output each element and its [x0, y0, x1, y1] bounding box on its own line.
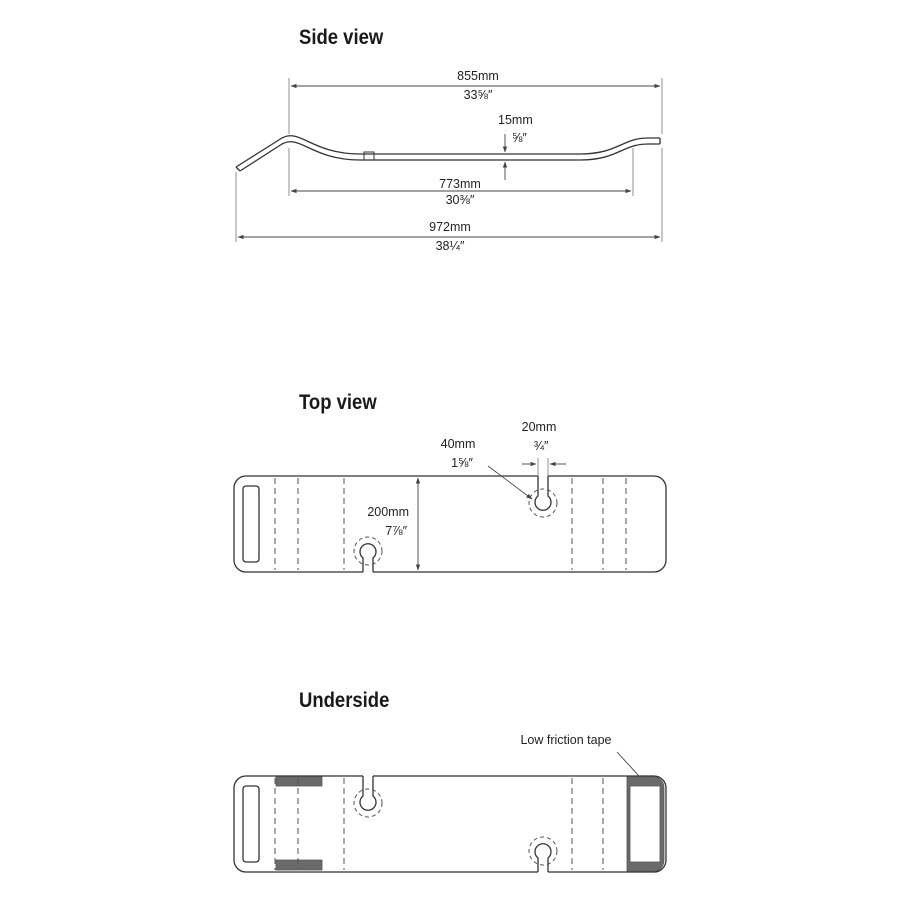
side-profile-notch — [364, 152, 374, 160]
top-keyhole-top — [529, 474, 557, 517]
dim-20-mm: 20mm — [521, 420, 557, 434]
side-view-title: Side view — [299, 26, 384, 49]
dim-972-inch: 38¼″ — [435, 239, 465, 253]
tape-patch-right-inner — [630, 786, 660, 862]
underside-keyhole-bottom — [529, 837, 557, 874]
dim-855-inch: 33⅝″ — [463, 88, 493, 102]
tape-patch-left-bottom — [276, 860, 322, 870]
side-profile-bottom-edge — [240, 142, 660, 171]
underside-title: Underside — [299, 689, 390, 712]
dim-972-mm: 972mm — [429, 220, 471, 234]
underside-drawing — [234, 733, 666, 874]
side-profile-top-edge — [236, 136, 660, 167]
top-view-drawing — [234, 420, 666, 574]
tape-patch-left-top — [276, 776, 322, 786]
side-profile-end-left — [236, 167, 240, 171]
dim-40-leader — [488, 466, 532, 499]
underside-keyhole-top — [354, 774, 382, 817]
top-handle-slot — [243, 486, 259, 562]
dim-15-inch: ⅝″ — [512, 131, 527, 145]
dim-15-mm: 15mm — [498, 113, 533, 127]
top-board-outline — [234, 476, 666, 572]
dim-40-mm: 40mm — [440, 437, 476, 451]
underside-board-outline — [234, 776, 666, 872]
underside-handle-slot — [243, 786, 259, 862]
dim-40-inch: 1⅝″ — [451, 456, 473, 470]
dim-773-inch: 30⅜″ — [445, 193, 475, 207]
dim-20-inch: ¾″ — [533, 439, 549, 453]
tape-label-leader — [617, 752, 639, 776]
tape-label: Low friction tape — [520, 733, 612, 747]
dim-773-mm: 773mm — [439, 177, 481, 191]
top-view-title: Top view — [299, 391, 377, 414]
dim-855-mm: 855mm — [457, 69, 499, 83]
top-keyhole-bottom — [354, 537, 382, 574]
dim-200-mm: 200mm — [367, 505, 409, 519]
side-view-drawing — [236, 69, 662, 253]
dim-200-inch: 7⅞″ — [385, 524, 407, 538]
